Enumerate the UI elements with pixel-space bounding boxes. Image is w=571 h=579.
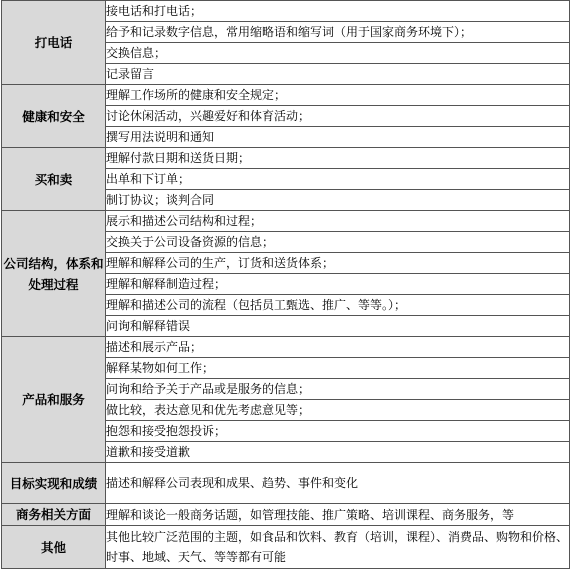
syllabus-table: [1, 0, 570, 569]
category-other: 其他: [2, 526, 106, 569]
list-item: 问询和解释错误: [106, 316, 570, 337]
list-item: 讨论休闲活动，兴趣爱好和体育活动；: [106, 106, 570, 127]
list-item: 理解和解释公司的生产，订货和送货体系；: [106, 253, 570, 274]
category-company-structure: 公司结构，体系和处理过程: [2, 211, 106, 337]
table-row: [2, 85, 570, 106]
table-row: [2, 148, 570, 169]
table-row: [2, 1, 570, 22]
list-item: 理解工作场所的健康和安全规定；: [106, 85, 570, 106]
list-item: 问询和给予关于产品或是服务的信息；: [106, 379, 570, 400]
category-phone: 打电话: [2, 1, 106, 85]
table-row: [2, 504, 570, 526]
list-item: 展示和描述公司结构和过程；: [106, 211, 570, 232]
category-business-aspects: 商务相关方面: [2, 504, 106, 526]
list-item: 撰写用法说明和通知: [106, 127, 570, 148]
list-item: 其他比较广泛范围的主题，如食品和饮料、教育（培训，课程）、消费品、购物和价格、时事、地域、天气、等等都有可能: [106, 526, 570, 569]
list-item: 记录留言: [106, 64, 570, 85]
list-item: 理解和谈论一般商务话题，如管理技能、推广策略、培训课程、商务服务，等: [106, 504, 570, 526]
list-item: 描述和展示产品；: [106, 337, 570, 358]
list-item: 抱怨和接受抱怨投诉；: [106, 421, 570, 442]
table-row: [2, 526, 570, 569]
category-health-safety: 健康和安全: [2, 85, 106, 148]
list-item: 出单和下订单；: [106, 169, 570, 190]
list-item: 理解付款日期和送货日期；: [106, 148, 570, 169]
list-item: 制订协议；谈判合同: [106, 190, 570, 211]
category-buy-sell: 买和卖: [2, 148, 106, 211]
list-item: 理解和描述公司的流程（包括员工甄选、推广、等等。）；: [106, 295, 570, 316]
table-row: [2, 211, 570, 232]
list-item: 交换关于公司设备资源的信息；: [106, 232, 570, 253]
table-row: [2, 463, 570, 504]
list-item: 道歉和接受道歉: [106, 442, 570, 463]
table-row: [2, 337, 570, 358]
list-item: 做比较，表达意见和优先考虑意见等；: [106, 400, 570, 421]
list-item: 给予和记录数字信息，常用缩略语和缩写词（用于国家商务环境下）；: [106, 22, 570, 43]
category-goals-achievements: 目标实现和成绩: [2, 463, 106, 504]
category-products-services: 产品和服务: [2, 337, 106, 463]
list-item: 解释某物如何工作；: [106, 358, 570, 379]
list-item: 理解和解释制造过程；: [106, 274, 570, 295]
list-item: 接电话和打电话；: [106, 1, 570, 22]
list-item: 描述和解释公司表现和成果、趋势、事件和变化: [106, 463, 570, 504]
list-item: 交换信息；: [106, 43, 570, 64]
